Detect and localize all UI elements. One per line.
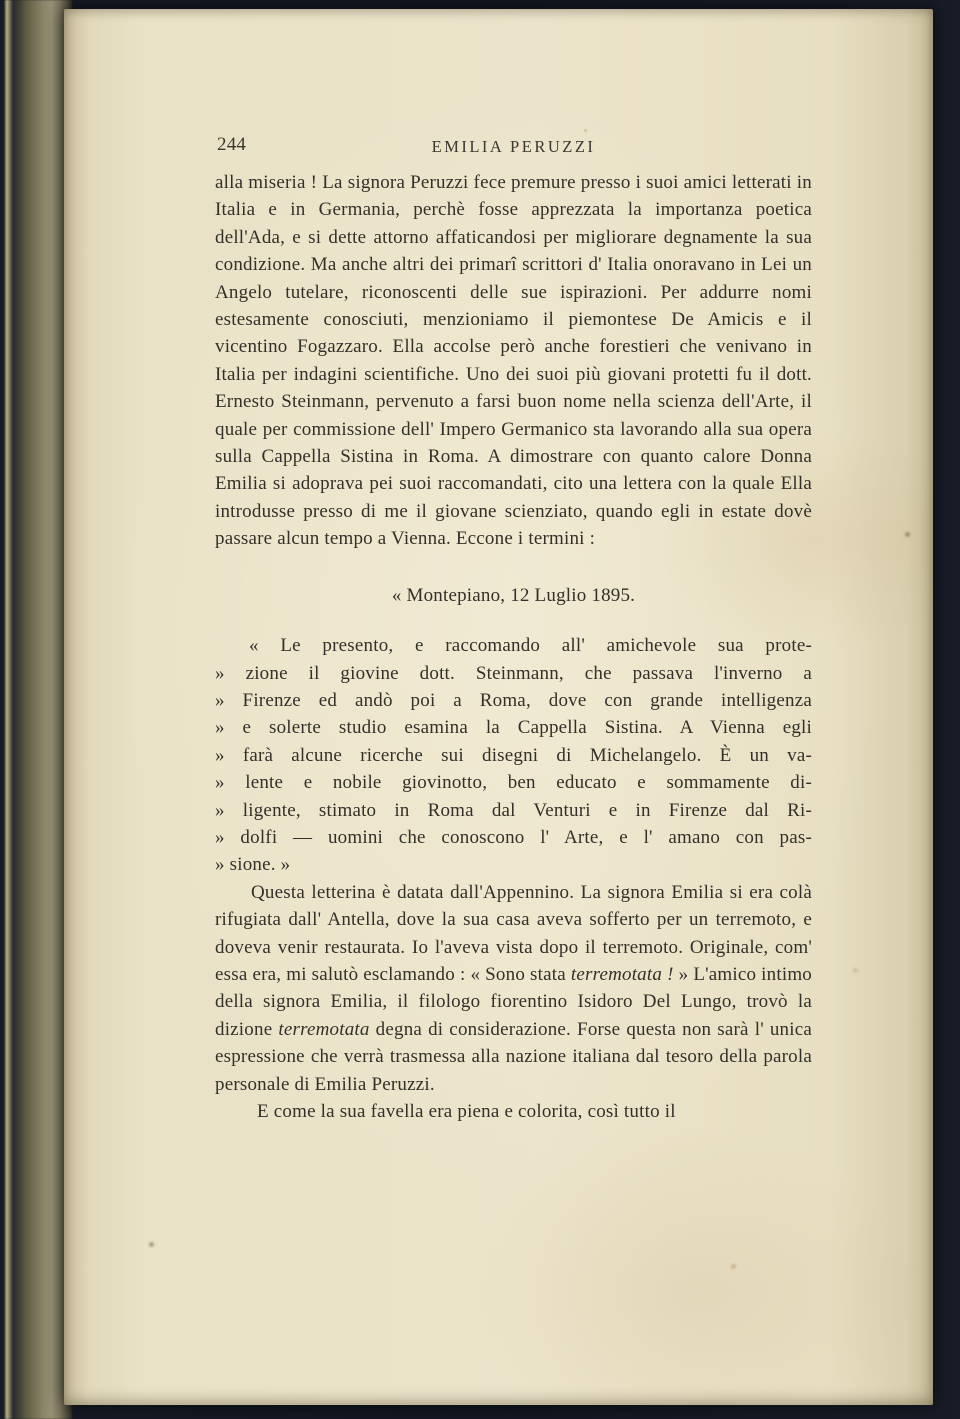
page-number: 244 [217,134,247,155]
letter-line: » lente e nobile giovinotto, ben educato e sommamente di- [215,772,812,794]
letter-line: » Firenze ed andò poi a Roma, dove con grande intelligenza [215,689,812,711]
letter-line: » dolfi — uomini che conoscono l' Arte, e l' amano con pas- [215,826,812,848]
paragraph-terremoto: Questa letterina è datata dall'Appennino. La signora Emilia si era colà rifugiata dall' Antella, dove la sua casa aveva sofferto per un terremoto, e doveva venir restaurata. Io l'aveva vista dopo il terremoto. Originale, com' essa era, mi salutò esclamando : « Sono stata terremotata ! » L'amico intimo della signora Emilia, il filologo fiorentino Isidoro Del Lungo, trovò la dizione terremotata degna di considerazione. Forse questa non sarà l' unica espressione che verrà trasmessa alla nazione italiana dal tesoro della parola personale di Emilia Peruzzi. [215,881,813,1095]
book-page-stack-edge [4,0,72,1419]
paragraph-intro: alla miseria ! La signora Peruzzi fece premure presso i suoi amici letterati in Italia e in Germania, perchè fosse apprezzata la importanza poetica dell'Ada, e si dette attorno affaticandosi per migliorare degnamente la sua condizione. Ma anche altri dei primarî scrittori d' Italia onoravano in Lei un Angelo tutelare, riconoscenti delle sue ispirazioni. Per addurre nomi estesamente conosciuti, menzioniamo il piemontese De Amicis e il vicentino Fogazzaro. Ella accolse però anche forestieri che venivano in Italia per indagini scientifiche. Uno dei suoi più giovani protetti fu il dott. Ernesto Steinmann, pervenuto a farsi buon nome nella scienza dell'Arte, il quale per commissione dell' Impero Germanico sta lavorando alla sua opera sulla Cappella Sistina in Roma. A dimostrare con quanto calore Donna Emilia si adoprava pei suoi raccomandati, cito una lettera con la quale Ella introdusse presso di me il giovane scienziato, quando egli in estate dovè passare alcun tempo a Vienna. Eccone i termini : [215,172,812,550]
letter-line: » e solerte studio esamina la Cappella Sistina. A Vienna egli [215,717,812,739]
letter-dateline: « Montepiano, 12 Luglio 1895. [391,584,636,606]
letter-line: « Le presento, e raccomando all' amichevole sua prote- [249,635,812,657]
letter-block [215,632,812,879]
paper-speckles [64,9,67,12]
paragraph-closing: E come la sua favella era piena e colorita, così tutto il [257,1101,676,1122]
running-header [215,131,812,161]
page-content [215,131,812,1125]
letter-line: » zione il giovine dott. Steinmann, che passava l'inverno a [215,662,812,684]
running-title: EMILIA PERUZZI [431,137,596,156]
letter-line: » farà alcune ricerche sui disegni di Michelangelo. È un va- [215,744,812,766]
letter-line: » ligente, stimato in Roma dal Venturi e in Firenze dal Ri- [215,799,812,821]
book-page [64,9,933,1405]
letter-line: » sione. » [215,854,291,876]
